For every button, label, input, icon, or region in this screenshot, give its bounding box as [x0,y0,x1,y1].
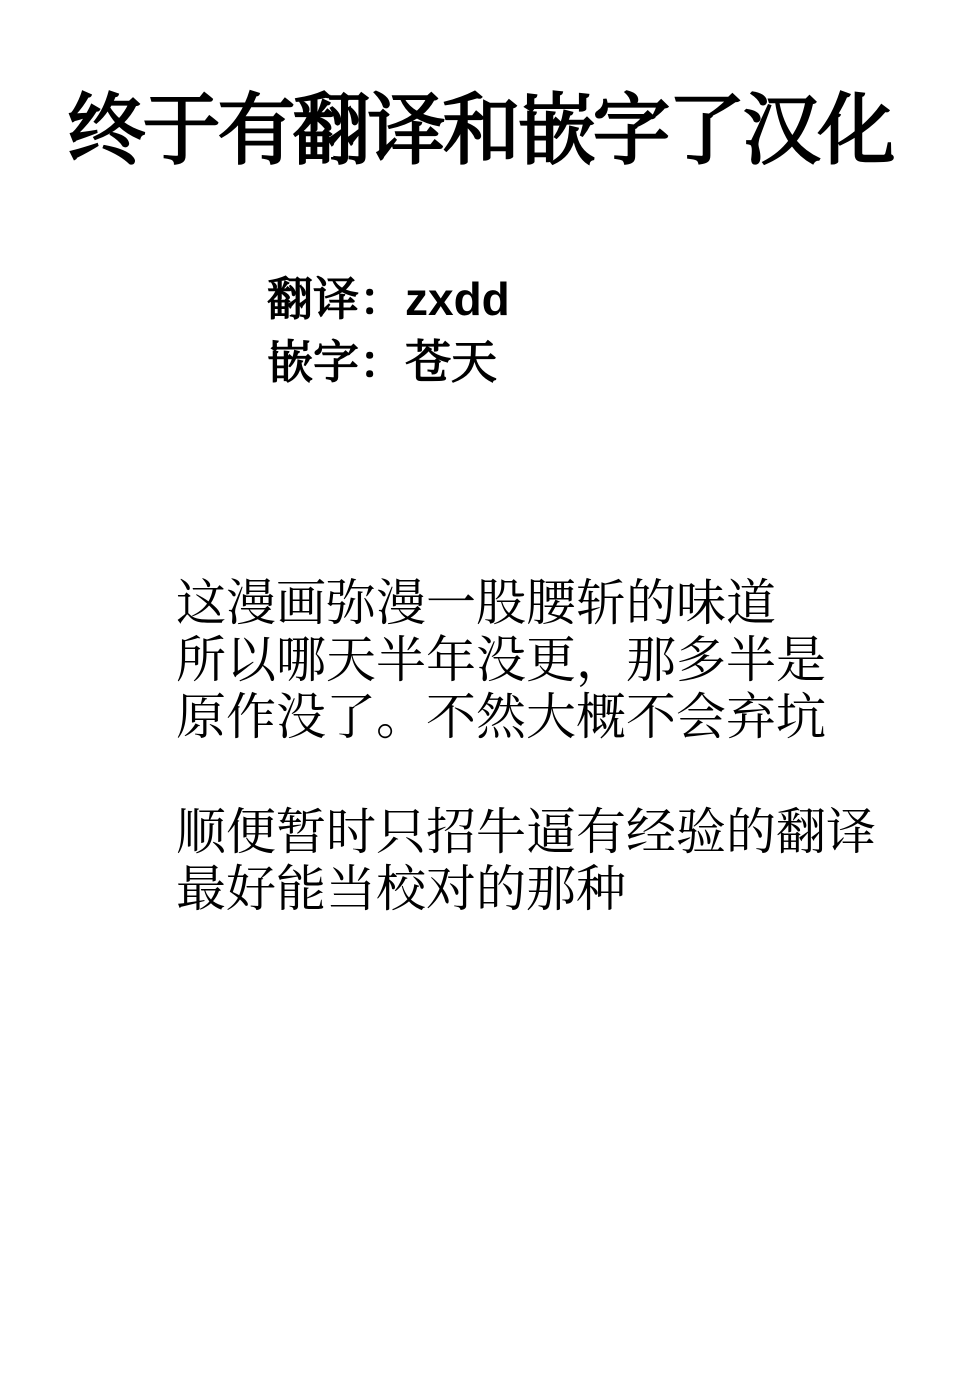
note-paragraph-status [176,575,876,746]
credits-block [267,268,510,394]
page-title: 终于有翻译和嵌字了汉化 [67,86,893,174]
note-line-2: 所以哪天半年没更，那多半是 [176,632,826,688]
note-line-1: 这漫画弥漫一股腰斩的味道 [176,575,776,631]
note-paragraph-recruiting [176,804,876,918]
note-line-4: 顺便暂时只招牛逼有经验的翻译 [176,804,876,860]
typesetter-credit-line: 嵌字：苍天 [267,336,497,388]
note-line-5: 最好能当校对的那种 [176,861,626,917]
translator-credit-line: 翻译：zxdd [267,273,510,325]
notes-block [176,575,876,918]
note-line-3: 原作没了。不然大概不会弃坑 [176,689,826,745]
